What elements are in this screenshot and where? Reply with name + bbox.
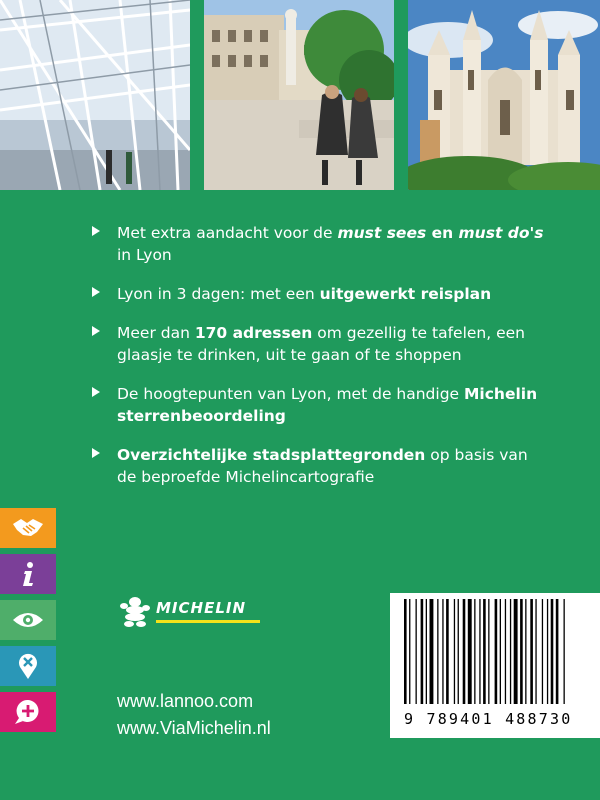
barcode-bar	[430, 599, 434, 704]
feature-list	[92, 222, 552, 505]
barcode-bar	[474, 599, 475, 704]
barcode-bar	[458, 599, 459, 704]
feature-highlight: must do's	[458, 224, 544, 242]
barcode-bar	[468, 599, 472, 704]
map-pin-plus-icon	[0, 692, 56, 732]
photo-strip	[0, 0, 600, 190]
barcode-bar	[495, 599, 498, 704]
barcode-bar	[510, 599, 511, 704]
bullet-arrow-icon	[92, 387, 100, 397]
feature-text: De hoogtepunten van Lyon, met de handige	[117, 385, 464, 403]
feature-item-3	[92, 322, 552, 366]
barcode-bar	[542, 599, 543, 704]
feature-item-5	[92, 444, 552, 488]
barcode-bar	[437, 599, 438, 704]
barcode-bar	[488, 599, 489, 704]
barcode-bar	[426, 599, 427, 704]
barcode-bar	[483, 599, 486, 704]
barcode-bar	[454, 599, 455, 704]
feature-highlight: Michelin sterrenbeoordeling	[117, 385, 538, 425]
bullet-arrow-icon	[92, 448, 100, 458]
barcode-bar	[416, 599, 417, 704]
feature-text: Meer dan	[117, 324, 195, 342]
barcode-bar	[525, 599, 526, 704]
map-pin-x-icon	[0, 646, 56, 686]
barcode-bar	[463, 599, 466, 704]
michelin-man-icon	[118, 596, 152, 628]
feature-highlight: must sees	[337, 224, 427, 242]
barcode-digits: 9 789401 488730	[404, 710, 573, 728]
bullet-arrow-icon	[92, 226, 100, 236]
michelin-underline	[156, 620, 260, 623]
barcode-bar	[409, 599, 410, 704]
michelin-logo	[118, 596, 278, 628]
website-links	[117, 688, 271, 742]
barcode-bar	[479, 599, 480, 704]
glass-atrium-photo	[0, 0, 190, 190]
feature-text: Lyon in 3 dagen: met een	[117, 285, 320, 303]
feature-highlight: uitgewerkt reisplan	[319, 285, 492, 303]
feature-text: in Lyon	[117, 246, 172, 264]
barcode-bar	[535, 599, 536, 704]
barcode-bar	[421, 599, 424, 704]
feature-highlight: Overzichtelijke stadsplattegronden	[117, 446, 426, 464]
category-icon-bar	[0, 508, 56, 738]
barcode-bar	[547, 599, 548, 704]
eye-icon	[0, 600, 56, 640]
michelin-wordmark: MICHELIN	[156, 599, 247, 617]
lyon-square-fountain-photo	[204, 0, 394, 190]
barcode-bar	[442, 599, 443, 704]
barcode-bar	[514, 599, 518, 704]
url-lannoo[interactable]: www.lannoo.com	[117, 691, 254, 711]
url-viamichelin[interactable]: www.ViaMichelin.nl	[117, 718, 271, 738]
feature-highlight: 170 adressen	[194, 324, 313, 342]
barcode-bar	[520, 599, 523, 704]
barcode-bar	[551, 599, 554, 704]
feature-highlight: en	[426, 224, 459, 242]
barcode-bar	[446, 599, 449, 704]
barcode-bar	[556, 599, 559, 704]
isbn-barcode	[390, 593, 600, 738]
feature-text: Met extra aandacht voor de	[117, 224, 338, 242]
feature-text: op basis van de beproefde Michelincartografie	[117, 446, 528, 486]
feature-item-1	[92, 222, 552, 266]
info-icon	[0, 554, 56, 594]
fourviere-basilica-photo	[408, 0, 600, 190]
barcode-bar	[505, 599, 506, 704]
barcode-bar	[530, 599, 533, 704]
barcode-bar	[564, 599, 565, 704]
feature-item-4	[92, 383, 552, 427]
barcode-bar	[404, 599, 407, 704]
barcode-bar	[500, 599, 501, 704]
feature-text: om gezellig te tafelen, een glaasje te drinken, uit te gaan of te shoppen	[117, 324, 526, 364]
bullet-arrow-icon	[92, 326, 100, 336]
handshake-icon	[0, 508, 56, 548]
barcode-bars	[390, 593, 600, 708]
feature-item-2	[92, 283, 552, 305]
bullet-arrow-icon	[92, 287, 100, 297]
